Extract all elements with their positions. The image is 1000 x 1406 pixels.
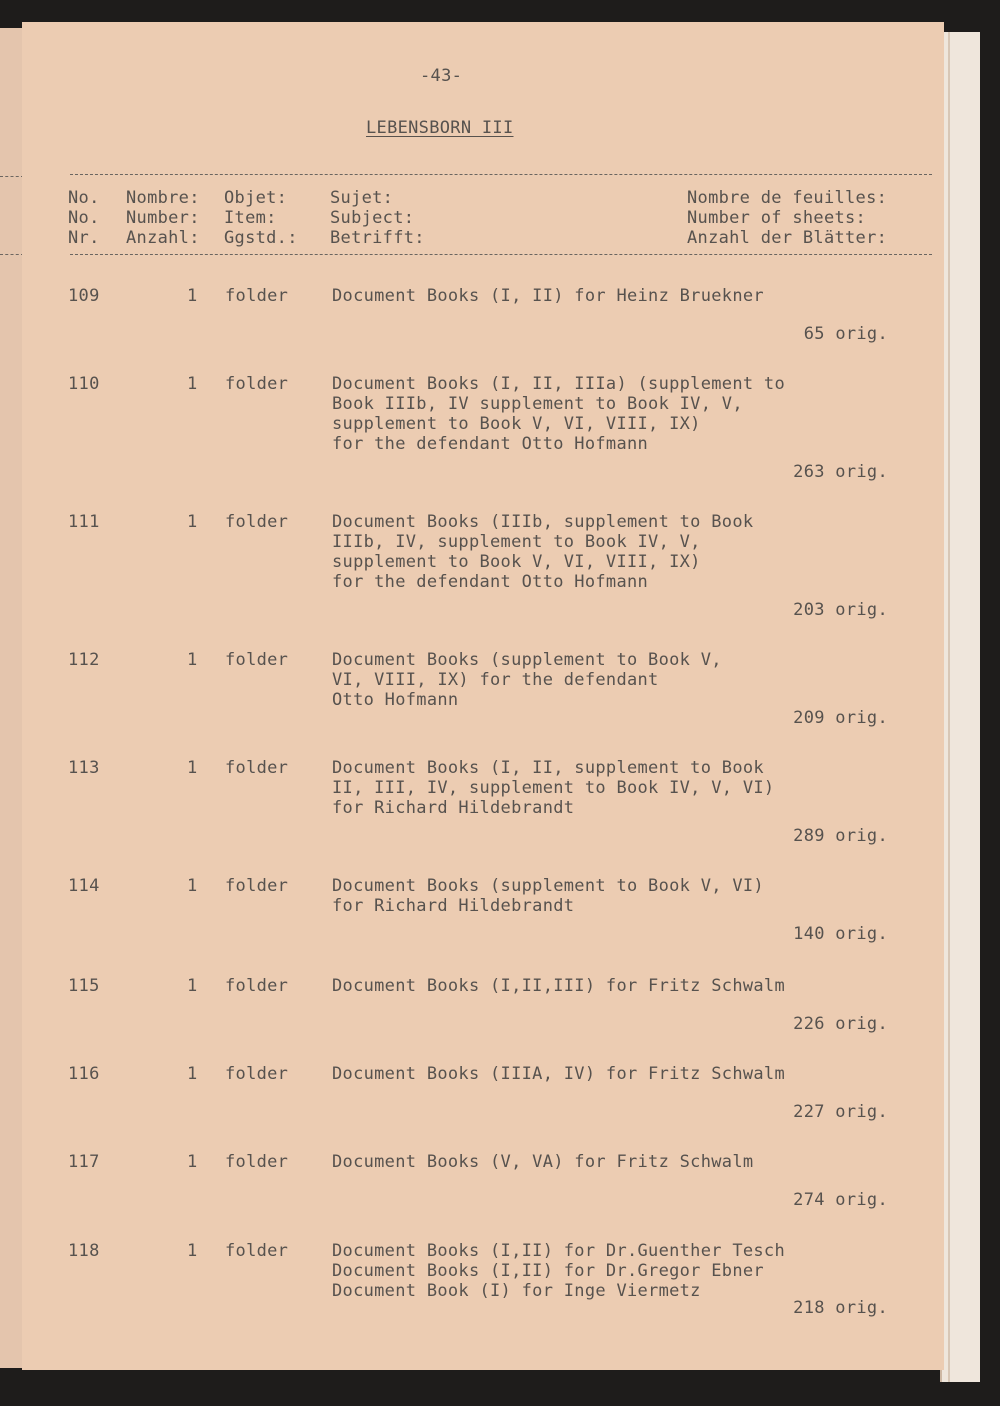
entry-description: Document Books (I, II) for Heinz Bruekner	[332, 286, 764, 306]
entry-count: 1	[187, 1241, 198, 1261]
entry-sheets: 203 orig.	[793, 600, 888, 620]
entry-description: Document Books (I,II) for Dr.Guenther Tesch Document Books (I,II) for Dr.Gregor Ebner Document Book (I) for Inge Viermetz	[332, 1241, 785, 1301]
entry-item: folder	[225, 286, 289, 306]
page-title: LEBENSBORN III	[366, 118, 514, 138]
entry-number: 111	[68, 512, 100, 532]
entry-number: 110	[68, 374, 100, 394]
entry-description: Document Books (I, II, IIIa) (supplement to Book IIIb, IV supplement to Book IV, V, supplement to Book V, VI, VIII, IX) for the defendant Otto Hofmann	[332, 374, 785, 454]
entry-count: 1	[187, 374, 198, 394]
entry-item: folder	[225, 876, 289, 896]
entry-count: 1	[187, 286, 198, 306]
header-number: Nombre: Number: Anzahl:	[126, 188, 200, 248]
entry-count: 1	[187, 1064, 198, 1084]
header-top-rule	[70, 174, 932, 175]
entry-sheets: 209 orig.	[793, 708, 888, 728]
entry-number: 116	[68, 1064, 100, 1084]
entry-number: 118	[68, 1241, 100, 1261]
entry-count: 1	[187, 650, 198, 670]
document-page	[22, 22, 944, 1370]
entry-description: Document Books (V, VA) for Fritz Schwalm	[332, 1152, 754, 1172]
entry-description: Document Books (IIIb, supplement to Book IIIb, IV, supplement to Book IV, V, supplement to Book V, VI, VIII, IX) for the defendant Otto Hofmann	[332, 512, 754, 592]
entry-count: 1	[187, 876, 198, 896]
entry-number: 109	[68, 286, 100, 306]
header-subject: Sujet: Subject: Betrifft:	[330, 188, 425, 248]
header-sheets: Nombre de feuilles: Number of sheets: Anzahl der Blätter:	[687, 188, 888, 248]
header-bottom-rule	[70, 254, 932, 255]
entry-sheets: 226 orig.	[793, 1014, 888, 1034]
entry-number: 113	[68, 758, 100, 778]
entry-description: Document Books (supplement to Book V, VI) for Richard Hildebrandt	[332, 876, 764, 916]
page-stack-edge	[940, 32, 980, 1382]
entry-description: Document Books (supplement to Book V, VI, VIII, IX) for the defendant Otto Hofmann	[332, 650, 722, 710]
entry-item: folder	[225, 1064, 289, 1084]
entry-sheets: 65 orig.	[803, 324, 888, 344]
entry-number: 114	[68, 876, 100, 896]
entry-description: Document Books (IIIA, IV) for Fritz Schwalm	[332, 1064, 785, 1084]
entry-item: folder	[225, 512, 289, 532]
entry-sheets: 227 orig.	[793, 1102, 888, 1122]
page-number: -43-	[420, 66, 463, 86]
entry-number: 115	[68, 976, 100, 996]
entry-item: folder	[225, 758, 289, 778]
entry-sheets: 218 orig.	[793, 1298, 888, 1318]
entry-count: 1	[187, 976, 198, 996]
left-page-rule	[0, 176, 24, 177]
entry-number: 112	[68, 650, 100, 670]
entry-item: folder	[225, 650, 289, 670]
entry-sheets: 263 orig.	[793, 462, 888, 482]
entry-item: folder	[225, 1241, 289, 1261]
entry-sheets: 274 orig.	[793, 1190, 888, 1210]
entry-number: 117	[68, 1152, 100, 1172]
entry-item: folder	[225, 374, 289, 394]
entry-count: 1	[187, 1152, 198, 1172]
header-item: Objet: Item: Ggstd.:	[224, 188, 298, 248]
entry-item: folder	[225, 976, 289, 996]
entry-description: Document Books (I, II, supplement to Book II, III, IV, supplement to Book IV, V, VI) for Richard Hildebrandt	[332, 758, 775, 818]
left-page-rule	[0, 254, 24, 255]
entry-count: 1	[187, 512, 198, 532]
header-no: No. No. Nr.	[68, 188, 100, 248]
entry-sheets: 140 orig.	[793, 924, 888, 944]
entry-sheets: 289 orig.	[793, 826, 888, 846]
entry-count: 1	[187, 758, 198, 778]
entry-description: Document Books (I,II,III) for Fritz Schwalm	[332, 976, 785, 996]
entry-item: folder	[225, 1152, 289, 1172]
